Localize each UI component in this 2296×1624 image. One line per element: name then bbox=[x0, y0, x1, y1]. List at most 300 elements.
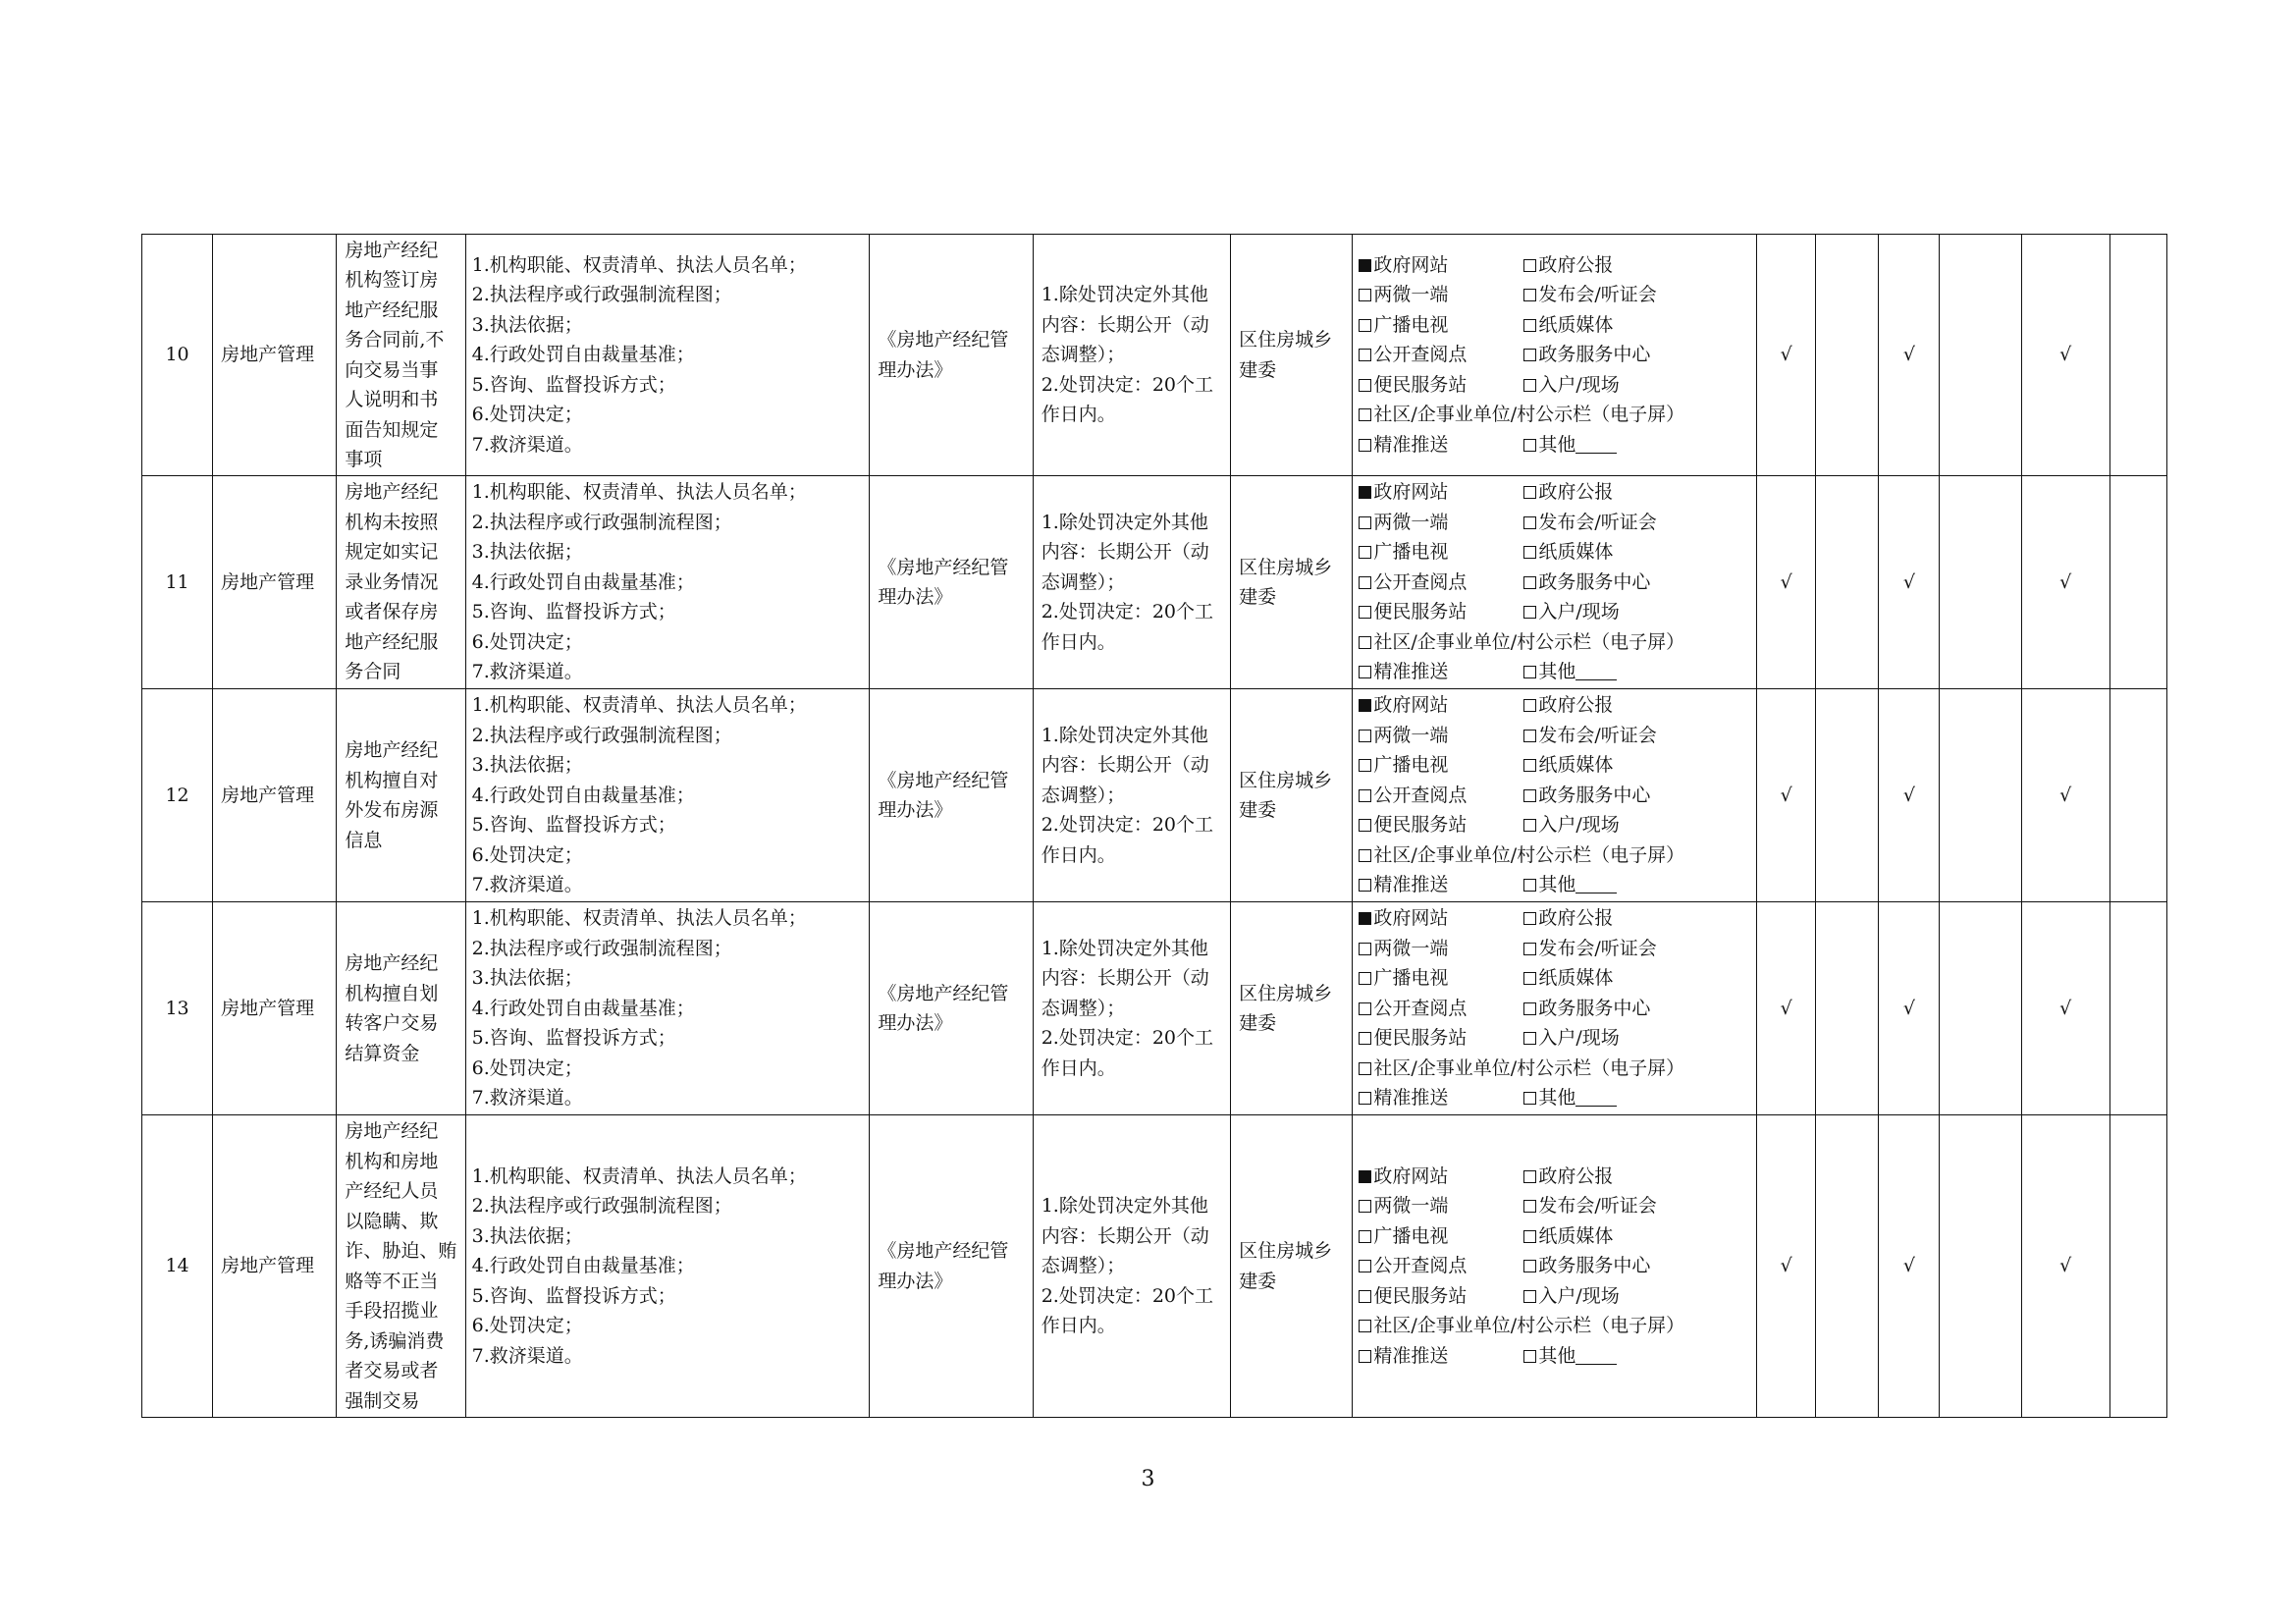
channel-label: 政府公报 bbox=[1538, 907, 1614, 930]
checkbox-icon[interactable] bbox=[1523, 819, 1536, 832]
period-line: 内容：长期公开（动 bbox=[1041, 313, 1209, 336]
channel-row bbox=[1359, 657, 1756, 687]
checkbox-icon[interactable] bbox=[1359, 1200, 1371, 1213]
channel-option[interactable] bbox=[1359, 1191, 1523, 1221]
checkbox-icon[interactable] bbox=[1523, 943, 1536, 955]
item-line: 或者保存房 bbox=[345, 601, 439, 623]
checkbox-icon[interactable] bbox=[1523, 289, 1536, 301]
item-line: 地产经纪服 bbox=[345, 298, 439, 321]
channel-label: 便民服务站 bbox=[1373, 814, 1468, 837]
checkbox-icon[interactable] bbox=[1523, 912, 1536, 925]
channel-row bbox=[1359, 250, 1756, 281]
table-body bbox=[142, 235, 2167, 1418]
checkbox-icon[interactable] bbox=[1523, 606, 1536, 619]
checkbox-icon[interactable] bbox=[1359, 1032, 1371, 1045]
channel-option[interactable] bbox=[1523, 477, 1613, 508]
channel-option[interactable] bbox=[1359, 994, 1523, 1024]
content-line: 7.救济渠道。 bbox=[471, 661, 583, 683]
checkbox-icon[interactable] bbox=[1523, 666, 1536, 678]
checkbox-icon[interactable] bbox=[1359, 1320, 1371, 1332]
channel-label: 广播电视 bbox=[1373, 967, 1449, 990]
checked-checkbox-icon[interactable] bbox=[1359, 1170, 1371, 1183]
channel-row bbox=[1359, 627, 1756, 658]
table-row bbox=[142, 235, 2167, 476]
checkbox-icon[interactable] bbox=[1359, 289, 1371, 301]
subject-cell bbox=[1231, 476, 1353, 689]
checkbox-icon[interactable] bbox=[1523, 1290, 1536, 1303]
channel-label: 广播电视 bbox=[1373, 1224, 1449, 1247]
checkbox-icon[interactable] bbox=[1523, 259, 1536, 272]
channel-label: 其他 bbox=[1538, 1344, 1576, 1367]
checkbox-icon[interactable] bbox=[1523, 730, 1536, 742]
channel-row bbox=[1359, 1341, 1756, 1372]
channel-option[interactable] bbox=[1523, 1023, 1619, 1054]
channel-option[interactable] bbox=[1359, 1311, 1684, 1341]
channel-option[interactable] bbox=[1523, 870, 1617, 900]
check-cell: √ bbox=[2021, 476, 2109, 689]
channel-option[interactable] bbox=[1523, 1162, 1613, 1192]
content-line: 5.咨询、监督投诉方式； bbox=[471, 1027, 676, 1050]
channel-row bbox=[1359, 1221, 1756, 1252]
checkbox-icon[interactable] bbox=[1359, 730, 1371, 742]
channel-option[interactable] bbox=[1359, 657, 1523, 687]
channel-label: 社区/企事业单位/村公示栏（电子屏） bbox=[1373, 1056, 1685, 1079]
basis-line: 《房地产经纪管 bbox=[878, 982, 1009, 1004]
channel-option[interactable] bbox=[1359, 400, 1684, 430]
checkbox-icon[interactable] bbox=[1523, 1200, 1536, 1213]
channel-option[interactable] bbox=[1523, 1191, 1656, 1221]
category-cell: 房地产管理 bbox=[213, 689, 337, 902]
channel-option[interactable] bbox=[1359, 750, 1523, 781]
channel-option[interactable] bbox=[1523, 1251, 1650, 1281]
channel-option[interactable] bbox=[1523, 280, 1656, 310]
checkbox-icon[interactable] bbox=[1523, 789, 1536, 802]
channel-option[interactable] bbox=[1523, 508, 1656, 538]
channel-row bbox=[1359, 1311, 1756, 1341]
channel-label: 发布会/听证会 bbox=[1538, 511, 1657, 533]
channel-row bbox=[1359, 508, 1756, 538]
period-line: 态调整）； bbox=[1041, 997, 1126, 1019]
disclosure-table bbox=[141, 234, 2167, 1418]
subject-cell bbox=[1231, 1115, 1353, 1418]
checkbox-icon[interactable] bbox=[1359, 408, 1371, 421]
item-line: 强制交易 bbox=[345, 1389, 420, 1412]
row-number: 12 bbox=[142, 689, 213, 902]
item-line: 房地产经纪 bbox=[345, 739, 439, 761]
item-line: 务合同前,不 bbox=[345, 329, 445, 351]
channel-option[interactable] bbox=[1359, 310, 1523, 341]
page-number: 3 bbox=[1141, 1467, 1155, 1491]
checkbox-icon[interactable] bbox=[1523, 486, 1536, 499]
channel-option[interactable] bbox=[1523, 370, 1619, 401]
channel-option[interactable] bbox=[1359, 1341, 1523, 1372]
subject-line: 建委 bbox=[1239, 358, 1277, 381]
content-line: 6.处罚决定； bbox=[471, 1056, 583, 1079]
content-line: 1.机构职能、权责清单、执法人员名单； bbox=[471, 253, 807, 276]
item-line: 务合同 bbox=[345, 661, 401, 683]
checkbox-icon[interactable] bbox=[1523, 1260, 1536, 1272]
checkbox-icon[interactable] bbox=[1523, 546, 1536, 559]
checkbox-icon[interactable] bbox=[1359, 439, 1371, 452]
period-cell bbox=[1033, 235, 1230, 476]
channel-label: 两微一端 bbox=[1373, 724, 1449, 746]
item-line: 向交易当事 bbox=[345, 358, 439, 381]
content-line: 5.咨询、监督投诉方式； bbox=[471, 814, 676, 837]
channel-label: 公开查阅点 bbox=[1373, 1255, 1468, 1277]
channel-row bbox=[1359, 781, 1756, 811]
channel-option[interactable] bbox=[1359, 1083, 1523, 1113]
checkbox-icon[interactable] bbox=[1523, 699, 1536, 712]
checkbox-icon[interactable] bbox=[1359, 759, 1371, 772]
channel-label: 广播电视 bbox=[1373, 754, 1449, 777]
category-cell: 房地产管理 bbox=[213, 476, 337, 689]
channel-option[interactable] bbox=[1359, 810, 1523, 840]
channel-label: 精准推送 bbox=[1373, 1087, 1449, 1110]
channel-row bbox=[1359, 1023, 1756, 1054]
checkbox-icon[interactable] bbox=[1523, 1092, 1536, 1105]
channel-option[interactable] bbox=[1523, 690, 1613, 721]
channel-option[interactable] bbox=[1523, 781, 1650, 811]
subject-line: 区住房城乡 bbox=[1239, 1240, 1333, 1262]
channel-label: 便民服务站 bbox=[1373, 1027, 1468, 1050]
channel-option[interactable] bbox=[1359, 1281, 1523, 1312]
channel-label: 纸质媒体 bbox=[1538, 313, 1614, 336]
item-line: 机构签订房 bbox=[345, 269, 439, 291]
channel-label: 政务服务中心 bbox=[1538, 997, 1651, 1019]
check-cell bbox=[1816, 476, 1879, 689]
checked-checkbox-icon[interactable] bbox=[1359, 699, 1371, 712]
channel-option[interactable] bbox=[1359, 870, 1523, 900]
fill-in-blank[interactable] bbox=[1575, 1088, 1617, 1107]
check-cell: √ bbox=[1879, 235, 1940, 476]
checkbox-icon[interactable] bbox=[1359, 516, 1371, 529]
channel-label: 公开查阅点 bbox=[1373, 784, 1468, 806]
item-line: 手段招揽业 bbox=[345, 1300, 439, 1322]
check-cell bbox=[1816, 902, 1879, 1115]
channel-option[interactable] bbox=[1359, 1054, 1684, 1084]
table-row bbox=[142, 902, 2167, 1115]
checkbox-icon[interactable] bbox=[1523, 879, 1536, 892]
subject-line: 区住房城乡 bbox=[1239, 982, 1333, 1004]
channel-option[interactable] bbox=[1359, 1251, 1523, 1281]
channel-label: 政务服务中心 bbox=[1538, 784, 1651, 806]
content-line: 3.执法依据； bbox=[471, 541, 583, 564]
channel-option[interactable] bbox=[1359, 430, 1523, 460]
content-line: 2.执法程序或行政强制流程图； bbox=[471, 511, 732, 533]
checkbox-icon[interactable] bbox=[1523, 1002, 1536, 1015]
period-line: 2.处罚决定：20个工 bbox=[1041, 1027, 1214, 1050]
channel-option[interactable] bbox=[1359, 1221, 1523, 1252]
content-line: 6.处罚决定； bbox=[471, 630, 583, 653]
period-cell bbox=[1033, 476, 1230, 689]
checkbox-icon[interactable] bbox=[1359, 546, 1371, 559]
check-cell: √ bbox=[2021, 689, 2109, 902]
channel-label: 政府公报 bbox=[1538, 694, 1614, 717]
channel-label: 入户/现场 bbox=[1538, 1284, 1620, 1307]
channel-row bbox=[1359, 400, 1756, 430]
channel-option[interactable] bbox=[1359, 597, 1523, 627]
period-line: 1.除处罚决定外其他 bbox=[1041, 937, 1208, 959]
channel-option[interactable] bbox=[1523, 750, 1613, 781]
channel-option[interactable] bbox=[1359, 370, 1523, 401]
item-cell bbox=[337, 235, 465, 476]
channel-option[interactable] bbox=[1359, 903, 1523, 934]
basis-line: 理办法》 bbox=[878, 799, 953, 821]
channel-option[interactable] bbox=[1359, 721, 1523, 751]
channel-option[interactable] bbox=[1359, 537, 1523, 568]
channel-option[interactable] bbox=[1359, 340, 1523, 370]
period-line: 2.处罚决定：20个工 bbox=[1041, 814, 1214, 837]
row-number: 11 bbox=[142, 476, 213, 689]
checkbox-icon[interactable] bbox=[1523, 759, 1536, 772]
channel-label: 政府网站 bbox=[1373, 907, 1449, 930]
fill-in-blank[interactable] bbox=[1575, 435, 1617, 454]
channel-option[interactable] bbox=[1523, 250, 1613, 281]
channel-label: 入户/现场 bbox=[1538, 814, 1620, 837]
category-cell: 房地产管理 bbox=[213, 1115, 337, 1418]
channel-label: 政府网站 bbox=[1373, 694, 1449, 717]
channel-label: 便民服务站 bbox=[1373, 1284, 1468, 1307]
fill-in-blank[interactable] bbox=[1575, 662, 1617, 680]
period-line: 作日内。 bbox=[1041, 404, 1116, 426]
subject-line: 区住房城乡 bbox=[1239, 556, 1333, 578]
channel-option[interactable] bbox=[1359, 627, 1684, 658]
channel-label: 其他 bbox=[1538, 874, 1576, 896]
category-cell: 房地产管理 bbox=[213, 902, 337, 1115]
channel-option[interactable] bbox=[1523, 810, 1619, 840]
channel-row bbox=[1359, 280, 1756, 310]
channel-option[interactable] bbox=[1523, 657, 1617, 687]
fill-in-blank[interactable] bbox=[1575, 1346, 1617, 1365]
channel-label: 公开查阅点 bbox=[1373, 344, 1468, 366]
check-cell bbox=[1940, 1115, 2021, 1418]
item-line: 房地产经纪 bbox=[345, 481, 439, 504]
content-line: 7.救济渠道。 bbox=[471, 433, 583, 456]
channel-option[interactable] bbox=[1359, 568, 1523, 598]
channels-cell bbox=[1353, 1115, 1757, 1418]
content-line: 4.行政处罚自由裁量基准； bbox=[471, 344, 695, 366]
channels-cell bbox=[1353, 235, 1757, 476]
checkbox-icon[interactable] bbox=[1359, 606, 1371, 619]
checkbox-icon[interactable] bbox=[1359, 379, 1371, 392]
content-line: 7.救济渠道。 bbox=[471, 874, 583, 896]
channel-option[interactable] bbox=[1523, 1341, 1617, 1372]
channel-option[interactable] bbox=[1359, 840, 1684, 871]
channel-row bbox=[1359, 1162, 1756, 1192]
checkbox-icon[interactable] bbox=[1523, 576, 1536, 589]
period-line: 作日内。 bbox=[1041, 843, 1116, 866]
channel-row bbox=[1359, 370, 1756, 401]
check-cell bbox=[2109, 902, 2166, 1115]
item-line: 房地产经纪 bbox=[345, 952, 439, 974]
channel-row bbox=[1359, 721, 1756, 751]
content-cell bbox=[465, 902, 870, 1115]
channel-option[interactable] bbox=[1359, 477, 1523, 508]
channel-option[interactable] bbox=[1359, 250, 1523, 281]
checked-checkbox-icon[interactable] bbox=[1359, 486, 1371, 499]
channel-option[interactable] bbox=[1359, 1023, 1523, 1054]
checkbox-icon[interactable] bbox=[1359, 1290, 1371, 1303]
row-number: 13 bbox=[142, 902, 213, 1115]
channel-option[interactable] bbox=[1523, 568, 1650, 598]
channel-option[interactable] bbox=[1359, 1162, 1523, 1192]
check-cell bbox=[2109, 235, 2166, 476]
channel-label: 纸质媒体 bbox=[1538, 754, 1614, 777]
subject-line: 建委 bbox=[1239, 586, 1277, 608]
channel-row bbox=[1359, 1083, 1756, 1113]
channel-option[interactable] bbox=[1523, 1083, 1617, 1113]
channel-option[interactable] bbox=[1523, 597, 1619, 627]
channel-option[interactable] bbox=[1523, 721, 1656, 751]
channel-option[interactable] bbox=[1523, 934, 1656, 964]
check-cell bbox=[1816, 235, 1879, 476]
check-cell bbox=[1940, 235, 2021, 476]
checkbox-icon[interactable] bbox=[1523, 972, 1536, 985]
channel-option[interactable] bbox=[1523, 963, 1613, 994]
table-row bbox=[142, 476, 2167, 689]
check-cell: √ bbox=[1757, 689, 1816, 902]
item-line: 事项 bbox=[345, 449, 383, 470]
checkbox-icon[interactable] bbox=[1359, 879, 1371, 892]
channel-label: 社区/企事业单位/村公示栏（电子屏） bbox=[1373, 404, 1685, 426]
channel-label: 纸质媒体 bbox=[1538, 967, 1614, 990]
channel-label: 社区/企事业单位/村公示栏（电子屏） bbox=[1373, 843, 1685, 866]
check-cell: √ bbox=[1879, 1115, 1940, 1418]
channel-option[interactable] bbox=[1523, 310, 1613, 341]
channel-label: 入户/现场 bbox=[1538, 601, 1620, 623]
basis-line: 《房地产经纪管 bbox=[878, 329, 1009, 351]
item-line: 信息 bbox=[345, 829, 383, 851]
content-line: 2.执法程序或行政强制流程图； bbox=[471, 1195, 732, 1218]
checkbox-icon[interactable] bbox=[1523, 349, 1536, 361]
channel-row bbox=[1359, 994, 1756, 1024]
period-line: 作日内。 bbox=[1041, 630, 1116, 653]
content-line: 2.执法程序或行政强制流程图； bbox=[471, 284, 732, 306]
checkbox-icon[interactable] bbox=[1359, 972, 1371, 985]
basis-line: 《房地产经纪管 bbox=[878, 1240, 1009, 1262]
checkbox-icon[interactable] bbox=[1359, 576, 1371, 589]
check-cell: √ bbox=[1757, 235, 1816, 476]
checkbox-icon[interactable] bbox=[1359, 943, 1371, 955]
checkbox-icon[interactable] bbox=[1359, 636, 1371, 649]
channel-row bbox=[1359, 568, 1756, 598]
channel-option[interactable] bbox=[1359, 508, 1523, 538]
channel-option[interactable] bbox=[1359, 690, 1523, 721]
checkbox-icon[interactable] bbox=[1523, 1170, 1536, 1183]
check-cell bbox=[2109, 476, 2166, 689]
fill-in-blank[interactable] bbox=[1575, 875, 1617, 893]
content-line: 4.行政处罚自由裁量基准； bbox=[471, 1255, 695, 1277]
content-line: 3.执法依据； bbox=[471, 313, 583, 336]
channel-option[interactable] bbox=[1523, 994, 1650, 1024]
basis-line: 《房地产经纪管 bbox=[878, 769, 1009, 791]
channel-label: 其他 bbox=[1538, 661, 1576, 683]
period-line: 态调整）； bbox=[1041, 1255, 1126, 1277]
channel-label: 政务服务中心 bbox=[1538, 570, 1651, 593]
subject-cell bbox=[1231, 235, 1353, 476]
basis-line: 理办法》 bbox=[878, 1012, 953, 1034]
channel-option[interactable] bbox=[1359, 934, 1523, 964]
subject-cell bbox=[1231, 902, 1353, 1115]
content-line: 1.机构职能、权责清单、执法人员名单； bbox=[471, 907, 807, 930]
checkbox-icon[interactable] bbox=[1359, 1092, 1371, 1105]
item-line: 机构擅自对 bbox=[345, 769, 439, 791]
checkbox-icon[interactable] bbox=[1359, 1002, 1371, 1015]
channel-label: 两微一端 bbox=[1373, 511, 1449, 533]
category-cell: 房地产管理 bbox=[213, 235, 337, 476]
checkbox-icon[interactable] bbox=[1359, 1350, 1371, 1363]
check-cell bbox=[1940, 476, 2021, 689]
checkbox-icon[interactable] bbox=[1523, 1032, 1536, 1045]
checkbox-icon[interactable] bbox=[1359, 819, 1371, 832]
channel-option[interactable] bbox=[1523, 340, 1650, 370]
channel-option[interactable] bbox=[1359, 963, 1523, 994]
checkbox-icon[interactable] bbox=[1359, 849, 1371, 862]
channel-option[interactable] bbox=[1523, 903, 1613, 934]
checkbox-icon[interactable] bbox=[1523, 439, 1536, 452]
channel-label: 政府公报 bbox=[1538, 1164, 1614, 1187]
checked-checkbox-icon[interactable] bbox=[1359, 259, 1371, 272]
checkbox-icon[interactable] bbox=[1359, 1230, 1371, 1243]
check-cell bbox=[1940, 902, 2021, 1115]
content-line: 2.执法程序或行政强制流程图； bbox=[471, 937, 732, 959]
channel-label: 政务服务中心 bbox=[1538, 344, 1651, 366]
checkbox-icon[interactable] bbox=[1359, 1260, 1371, 1272]
channels-cell bbox=[1353, 689, 1757, 902]
content-line: 6.处罚决定； bbox=[471, 843, 583, 866]
checkbox-icon[interactable] bbox=[1523, 319, 1536, 332]
channel-label: 公开查阅点 bbox=[1373, 997, 1468, 1019]
channels-cell bbox=[1353, 476, 1757, 689]
channel-option[interactable] bbox=[1523, 537, 1613, 568]
checkbox-icon[interactable] bbox=[1523, 1230, 1536, 1243]
checkbox-icon[interactable] bbox=[1523, 1350, 1536, 1363]
checkbox-icon[interactable] bbox=[1359, 349, 1371, 361]
channel-option[interactable] bbox=[1523, 1281, 1619, 1312]
channel-label: 精准推送 bbox=[1373, 433, 1449, 456]
checkbox-icon[interactable] bbox=[1359, 1062, 1371, 1075]
channel-option[interactable] bbox=[1359, 781, 1523, 811]
item-line: 人说明和书 bbox=[345, 389, 439, 410]
channel-option[interactable] bbox=[1523, 430, 1617, 460]
channel-option[interactable] bbox=[1523, 1221, 1613, 1252]
period-cell bbox=[1033, 1115, 1230, 1418]
item-line: 产经纪人员 bbox=[345, 1180, 439, 1202]
channel-label: 政府网站 bbox=[1373, 1164, 1449, 1187]
checkbox-icon[interactable] bbox=[1359, 666, 1371, 678]
checked-checkbox-icon[interactable] bbox=[1359, 912, 1371, 925]
table-row bbox=[142, 1115, 2167, 1418]
checkbox-icon[interactable] bbox=[1523, 379, 1536, 392]
check-cell: √ bbox=[1757, 1115, 1816, 1418]
item-line: 诈、胁迫、贿 bbox=[345, 1240, 457, 1262]
checkbox-icon[interactable] bbox=[1523, 516, 1536, 529]
channel-row bbox=[1359, 1054, 1756, 1084]
content-line: 3.执法依据； bbox=[471, 754, 583, 777]
content-line: 7.救济渠道。 bbox=[471, 1344, 583, 1367]
row-number: 10 bbox=[142, 235, 213, 476]
subject-line: 区住房城乡 bbox=[1239, 329, 1333, 351]
checkbox-icon[interactable] bbox=[1359, 319, 1371, 332]
channels-cell bbox=[1353, 902, 1757, 1115]
period-line: 内容：长期公开（动 bbox=[1041, 754, 1209, 777]
channel-row bbox=[1359, 537, 1756, 568]
channel-option[interactable] bbox=[1359, 280, 1523, 310]
content-line: 7.救济渠道。 bbox=[471, 1087, 583, 1110]
checkbox-icon[interactable] bbox=[1359, 789, 1371, 802]
content-line: 3.执法依据； bbox=[471, 967, 583, 990]
content-line: 1.机构职能、权责清单、执法人员名单； bbox=[471, 1164, 807, 1187]
